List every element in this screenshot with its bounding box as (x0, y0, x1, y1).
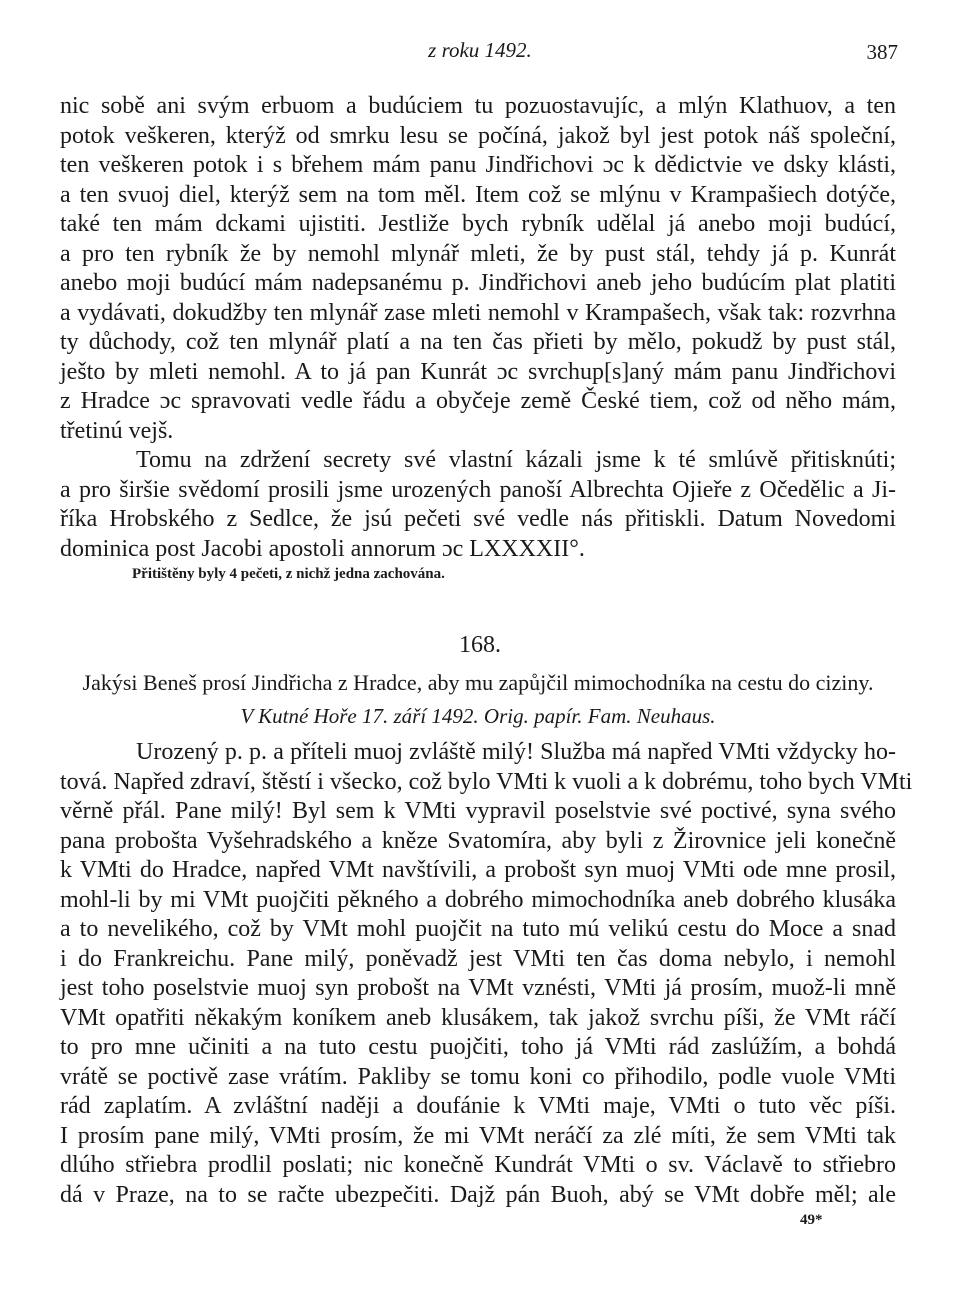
text-line: a pro širšie svědomí prosili jsme urozených panoší Albrechta Ojieře z Očedělic a Ji- (60, 476, 896, 503)
text-line: jest toho poselstvie muoj syn probošt na VMt vznésti, VMti já prosím, muož-li mně (60, 975, 896, 1001)
text-line: pana probošta Vyšehradského a kněze Svatomíra, aby byli z Žirovnice jeli konečně (60, 827, 896, 854)
text-line: nic sobě ani svým erbuom a budúciem tu pozuostavujíc, a mlýn Klathuov, a ten (60, 93, 896, 119)
text-line: věrně přál. Pane milý! Byl sem k VMti vypravil poselstvie své poctivé, syna svého (60, 798, 896, 824)
text-line: a to nevelikého, což by VMt mohl puojčit na tuto mú velikú cestu do Moce a snad (60, 916, 896, 942)
seal-note: Přitištěny byly 4 pečeti, z nichž jedna zachována. (132, 566, 445, 582)
running-title: z roku 1492. (428, 38, 532, 62)
text-line: dlúho střiebra prodlil poslati; nic konečně Kundrát VMti o sv. Václavě to střiebro (60, 1152, 896, 1178)
text-line: také ten mám dckami ujistiti. Jestliže bych rybník udělal já anebo moji budúcí, (60, 211, 896, 237)
text-line: Urozený p. p. a příteli muoj zvláště milý! Služba má napřed VMti vždycky ho- (136, 739, 896, 765)
text-line: a vydávati, dokudžby ten mlynář zase mleti nemohl v Krampašech, však tak: rozvrhna (60, 299, 896, 326)
text-line: ten veškeren potok i s břehem mám panu Jindřichovi ɔc k dědictvie ve dsky klásti, (60, 152, 896, 178)
text-line: mohl-li by mi VMt puojčiti pěkného a dobrého mimochodníka aneb dobrého klusáka (60, 886, 896, 913)
paragraph-continuation (60, 92, 896, 446)
text-line: tová. Napřed zdraví, štěstí i všecko, což bylo VMti k vuoli a k dobrému, toho bych VMti (60, 768, 913, 795)
text-line: a ten svuoj diel, kterýž sem na tom měl. Item což se mlýnu v Krampašiech dotýče, (60, 181, 896, 208)
text-line: i do Frankreichu. Pane milý, poněvadž jest VMti ten čas doma nebylo, i nemohl (60, 945, 896, 972)
signature-mark: 49* (800, 1212, 823, 1228)
text-line: z Hradce ɔc spravovati vedle řádu a obyčeje země České tiem, což od něho mám, (60, 388, 896, 414)
text-line: potok veškeren, kterýž od smrku lesu se počíná, jakož byl jest potok náš společní, (60, 122, 896, 149)
text-line: ješto by mleti nemohl. A to já pan Kunrát ɔc svrchup[s]aný mám panu Jindřichovi (60, 358, 896, 385)
text-line: anebo moji budúcí mám nadepsanému p. Jindřichovi aneb jeho budúcím plat platiti (60, 270, 896, 296)
text-line: dá v Praze, na to se račte ubezpečiti. Dajž pán Buoh, abý se VMt dobře měl; ale (60, 1181, 896, 1208)
document-regest: Jakýsi Beneš prosí Jindřicha z Hradce, aby mu zapůjčil mimochodníka na cestu do ciziny. (82, 670, 874, 695)
text-line: VMt opatřiti někakým koníkem aneb klusákem, tak jakož svrchu píši, že VMt ráčí (60, 1004, 896, 1031)
text-line: dominica post Jacobi apostoli annorum ɔc LXXXXII°. (60, 535, 585, 562)
paragraph-letter (60, 738, 913, 1210)
text-line: to pro mne učiniti a na tuto cestu puojčiti, toho já VMti rád zaslúžím, a bohdá (60, 1034, 896, 1060)
text-line: a pro ten rybník že by nemohl mlynář mleti, že by pust stál, tehdy já p. Kunrát (60, 240, 896, 267)
text-line: Tomu na zdržení secrety své vlastní kázali jsme k té smlúvě přitisknúti; (136, 447, 896, 473)
text-line: říka Hrobského z Sedlce, že jsú pečeti své vedle nás přitiskli. Datum Novedomi (60, 506, 896, 532)
text-line: I prosím pane milý, VMti prosím, že mi VMt neráčí za zlé míti, že sem VMti tak (60, 1122, 896, 1149)
paragraph-sealing (60, 446, 896, 564)
text-line: vrátě se poctivě zase vrátím. Pakliby se tomu koni co přihodilo, podle vuole VMti (60, 1063, 896, 1090)
page-number: 387 (866, 40, 898, 64)
text-line: rád zaplatím. A zvláštní naději a doufánie k VMti maje, VMti o tuto věc píši. (60, 1093, 896, 1119)
text-line: ty důchody, což ten mlynář platí a na ten čas přieti by mělo, pokudž by pust stál, (60, 329, 896, 355)
text-line: třetinú vejš. (60, 417, 174, 444)
text-line: k VMti do Hradce, napřed VMt navštívili, a probošt syn muoj VMti ode mne prosil, (60, 857, 896, 883)
document-number: 168. (459, 632, 501, 658)
document-source: V Kutné Hoře 17. září 1492. Orig. papír. Fam. Neuhaus. (240, 704, 716, 728)
